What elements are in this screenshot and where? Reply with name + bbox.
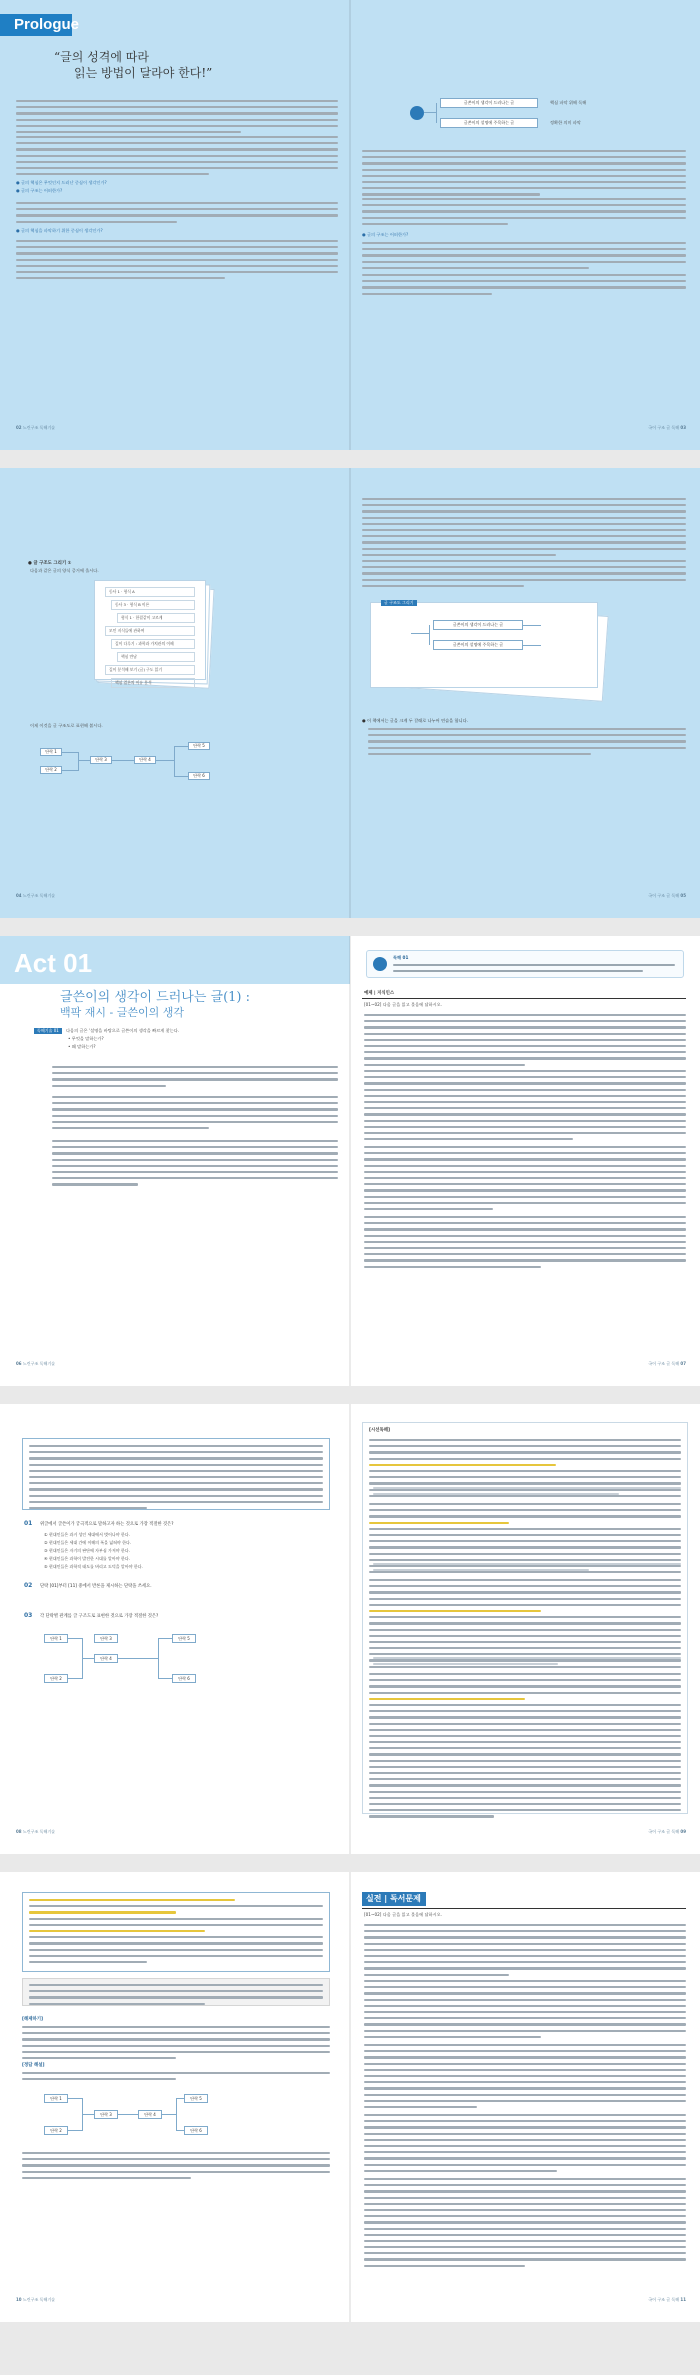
flow-tag-1: 핵심 파악 위해 독해 xyxy=(550,100,587,105)
page-left xyxy=(0,0,350,450)
passage-para-2 xyxy=(364,1070,686,1144)
footer-text: 느린구조 독해기술 xyxy=(22,425,56,430)
question-1-number: 01 xyxy=(24,1520,33,1527)
passage-label: 예제 | 지식인스 xyxy=(364,991,395,996)
spread-questions xyxy=(0,1404,700,1854)
footer-text: 국어 구조 글 독해 xyxy=(648,1829,680,1834)
page-number: 02 xyxy=(16,425,22,430)
q3-node-1: 단락 1 xyxy=(44,1634,68,1643)
question-2: ● 글의 구조는 어떠한가? xyxy=(16,188,63,193)
q3-node-6: 단락 6 xyxy=(172,1674,196,1683)
question-3-number: 03 xyxy=(24,1612,33,1619)
footer-text: 느린구조 독해기술 xyxy=(22,1361,56,1366)
act-paragraph-3 xyxy=(52,1140,338,1190)
footer-right xyxy=(648,893,686,899)
spread-structure-intro xyxy=(0,468,700,918)
tip-label: 독해기술 01 xyxy=(34,1028,62,1034)
outline-row: 핵심 결론의 이유 분석 xyxy=(111,678,195,688)
page-right xyxy=(350,468,700,918)
flow-diagram xyxy=(410,96,660,136)
q1-option-3[interactable]: ③ 현대인들은 자기의 판단에 자부심 가져야 한다. xyxy=(44,1548,130,1553)
answer-tree xyxy=(44,2090,264,2144)
intro-paragraph xyxy=(16,100,338,137)
act-title: 글쓴이의 생각이 드러나는 글(1) : xyxy=(60,990,251,1005)
footer-text: 느린구조 독해기술 xyxy=(22,893,56,898)
spread-prologue xyxy=(0,0,700,450)
q3-diagram xyxy=(44,1628,264,1698)
page-title-line2: 읽는 방법이 달라야 한다!” xyxy=(74,66,213,80)
answer-node-4: 단락 4 xyxy=(138,2110,162,2119)
spread-act01 xyxy=(0,936,700,1386)
outline-sheet xyxy=(94,580,206,685)
chapter-tag-label: Prologue xyxy=(14,16,80,33)
page-left xyxy=(0,1872,350,2322)
answer-text xyxy=(22,2072,330,2084)
answer-node-5: 단락 5 xyxy=(184,2094,208,2103)
stacked-sheets xyxy=(94,580,214,688)
page-number: 05 xyxy=(680,893,686,898)
page-right xyxy=(350,0,700,450)
outline-row: 깊이 분석해 보기 (글) 구도 읽기 xyxy=(105,665,195,675)
practice-para-4 xyxy=(364,2114,686,2176)
page-left xyxy=(0,468,350,918)
page-right xyxy=(350,936,700,1386)
card-box-1: 글쓴이의 생각이 드러나는 글 xyxy=(433,620,523,630)
question-2-text: 단락 [01]부터 [11] 중에서 반론을 제시하는 단락을 쓰세요. xyxy=(40,1584,152,1589)
tree-node-4: 단락 4 xyxy=(134,756,156,764)
note-box xyxy=(366,950,684,978)
act-paragraph-1 xyxy=(52,1066,338,1091)
outline-row: 핵심 만남 xyxy=(117,652,195,662)
annotated-label: [시선독해] xyxy=(369,1428,390,1433)
note-icon xyxy=(373,957,387,971)
footer-right xyxy=(648,1361,686,1367)
annotated-passage xyxy=(362,1422,688,1814)
practice-para-5 xyxy=(364,2178,686,2271)
outline-row: 동사 1 · 형식 A xyxy=(105,587,195,597)
passage-panel xyxy=(22,1438,330,1510)
page-number: 11 xyxy=(680,2297,686,2302)
answer-footnote xyxy=(22,2152,330,2183)
flow-start-dot xyxy=(410,106,424,120)
section-heading: ● 글 구조도 그리기 ① xyxy=(28,561,72,566)
right-paragraph-1 xyxy=(362,150,686,200)
question-1: ● 글의 핵심은 무엇인지 드러난 중심이 생각인가? xyxy=(16,180,107,185)
footer-text: 느린구조 독해기술 xyxy=(22,2297,56,2302)
q3-node-2: 단락 2 xyxy=(44,1674,68,1683)
tree-node-3: 단락 3 xyxy=(90,756,112,764)
q3-node-5: 단락 5 xyxy=(172,1634,196,1643)
footer-text: 국어 구조 글 독해 xyxy=(648,1361,680,1366)
page-number: 03 xyxy=(680,425,686,430)
footer-right xyxy=(648,425,686,431)
answer-node-2: 단락 2 xyxy=(44,2126,68,2135)
right-question: ● 글의 구조는 어떠한가? xyxy=(362,232,409,237)
practice-para-3 xyxy=(364,2044,686,2112)
question-3-text: 각 단락별 관계를 글 구조도로 표현한 것으로 가장 적절한 것은? xyxy=(40,1614,159,1619)
act-paragraph-2 xyxy=(52,1096,338,1133)
tree-node-2: 단락 2 xyxy=(40,766,62,774)
right-paragraph-3 xyxy=(368,728,686,759)
outline-row: 깊이 다루기 : 과학과 가치관의 이해 xyxy=(111,639,195,649)
answer-node-1: 단락 1 xyxy=(44,2094,68,2103)
tip-question-2: • 왜 말하는가? xyxy=(68,1044,96,1049)
q3-node-3: 단락 3 xyxy=(94,1634,118,1643)
folder-card-tag: 글 구조도 그리기 xyxy=(381,600,417,606)
right-paragraph-1 xyxy=(362,498,686,560)
intro-paragraph-4 xyxy=(16,240,338,283)
page-number: 10 xyxy=(16,2297,22,2302)
outline-row: 동사 3 · 형식 B 이론 xyxy=(111,600,195,610)
right-paragraph-3 xyxy=(362,242,686,273)
page-right xyxy=(350,1872,700,2322)
note-label: 독해 01 xyxy=(393,955,409,960)
act-label: Act 01 xyxy=(14,948,93,978)
tree-node-6: 단락 6 xyxy=(188,772,210,780)
page-number: 09 xyxy=(680,1829,686,1834)
tree-node-5: 단락 5 xyxy=(188,742,210,750)
answer-node-6: 단락 6 xyxy=(184,2126,208,2135)
question-3: ● 글의 핵심을 파악하기 위한 중심이 생각인가? xyxy=(16,228,103,233)
question-1-text: 위글에서 글쓴이가 궁극적으로 말하고자 하는 것으로 가장 적절한 것은? xyxy=(40,1522,174,1527)
right-paragraph-2 xyxy=(362,198,686,229)
answer-passage-panel xyxy=(22,1892,330,1972)
footer-text: 느린구조 독해기술 xyxy=(22,1829,56,1834)
structure-tree xyxy=(40,736,280,788)
q1-option-1[interactable]: ① 현대인들은 과거 성인 세대에서 벗어나야 한다. xyxy=(44,1532,130,1537)
footer-left xyxy=(16,1829,55,1835)
footer-left xyxy=(16,2297,55,2303)
spread-practice xyxy=(0,1872,700,2322)
page-number: 06 xyxy=(16,1361,22,1366)
footer-left xyxy=(16,1361,55,1367)
flow-tag-2: 정확한 의미 파악 xyxy=(550,120,581,125)
passage-para-4 xyxy=(364,1216,686,1272)
passage-para-3 xyxy=(364,1146,686,1214)
right-paragraph-4 xyxy=(362,274,686,299)
practice-intro: [01~02] 다음 글을 읽고 물음에 답하시오. xyxy=(364,1912,443,1917)
commentary-label: [해제하기] xyxy=(22,2017,43,2022)
passage-intro: [01~02] 다음 글을 읽고 물음에 답하시오. xyxy=(364,1002,443,1007)
page-number: 08 xyxy=(16,1829,22,1834)
footer-right xyxy=(648,2297,686,2303)
footer-right xyxy=(648,1829,686,1835)
practice-para-2 xyxy=(364,1980,686,2042)
section-subtitle-2: 이제 이것을 글 구조도로 표현해 봅시다. xyxy=(30,723,103,728)
passage-para-1 xyxy=(364,1014,686,1070)
answer-node-3: 단락 3 xyxy=(94,2110,118,2119)
practice-title: 실전 | 독서문제 xyxy=(366,1894,421,1903)
intro-paragraph-2 xyxy=(16,136,338,179)
page-title-line1: “글의 성격에 따라 xyxy=(54,50,149,64)
tip-question-1: • 무엇을 말하는가? xyxy=(68,1036,104,1041)
section-subtitle: 다음과 같은 글의 양식 증거에 올시다. xyxy=(30,568,99,573)
footer-left xyxy=(16,425,55,431)
page-left xyxy=(0,1404,350,1854)
page-number: 07 xyxy=(680,1361,686,1366)
question-2-number: 02 xyxy=(24,1582,33,1589)
flow-box-1: 글쓴이의 생각이 드러나는 글 xyxy=(440,98,538,108)
q3-node-4: 단락 4 xyxy=(94,1654,118,1663)
footer-text: 국어 구조 글 독해 xyxy=(648,2297,680,2302)
page-right xyxy=(350,1404,700,1854)
tree-node-1: 단락 1 xyxy=(40,748,62,756)
footer-text: 국어 구조 글 독해 xyxy=(648,425,680,430)
footer-text: 국어 구조 글 독해 xyxy=(648,893,680,898)
card-box-2: 글쓴이의 설명에 주목하는 글 xyxy=(433,640,523,650)
right-paragraph-2 xyxy=(362,560,686,591)
act-subtitle: 백팍 재시 - 글쓴이의 생각 xyxy=(60,1006,184,1019)
explanation-box xyxy=(22,1978,330,2006)
page-number: 04 xyxy=(16,893,22,898)
outline-row: 모인 지식들에 관하여 xyxy=(105,626,195,636)
commentary-text xyxy=(22,2026,330,2063)
intro-paragraph-3 xyxy=(16,202,338,227)
outline-row: 형식 1 · 한결같이 고르게 xyxy=(117,613,195,623)
right-bullet: ● 이 책에서는 글을 크게 두 갈래로 나누어 연습을 합니다. xyxy=(362,718,468,723)
tip-text: 다음의 글은 ‘설명을 바탕으로 글쓴이의 생각을 빠르게 찾는다. xyxy=(66,1028,180,1033)
footer-left xyxy=(16,893,55,899)
practice-para-1 xyxy=(364,1924,686,1980)
q1-option-2[interactable]: ② 현대인들은 세대 간에 이해의 폭을 넓혀야 한다. xyxy=(44,1540,132,1545)
page-left xyxy=(0,936,350,1386)
folder-card xyxy=(370,598,610,698)
q1-option-4[interactable]: ④ 현대인들은 과학이 발전한 시대를 알아야 한다. xyxy=(44,1556,130,1561)
answer-label: [정답 해설] xyxy=(22,2063,45,2068)
q1-option-5[interactable]: ⑤ 현대인들은 과학적 태도를 버리고 도덕을 알아야 한다. xyxy=(44,1564,143,1569)
flow-box-2: 글쓴이의 설명에 주목하는 글 xyxy=(440,118,538,128)
